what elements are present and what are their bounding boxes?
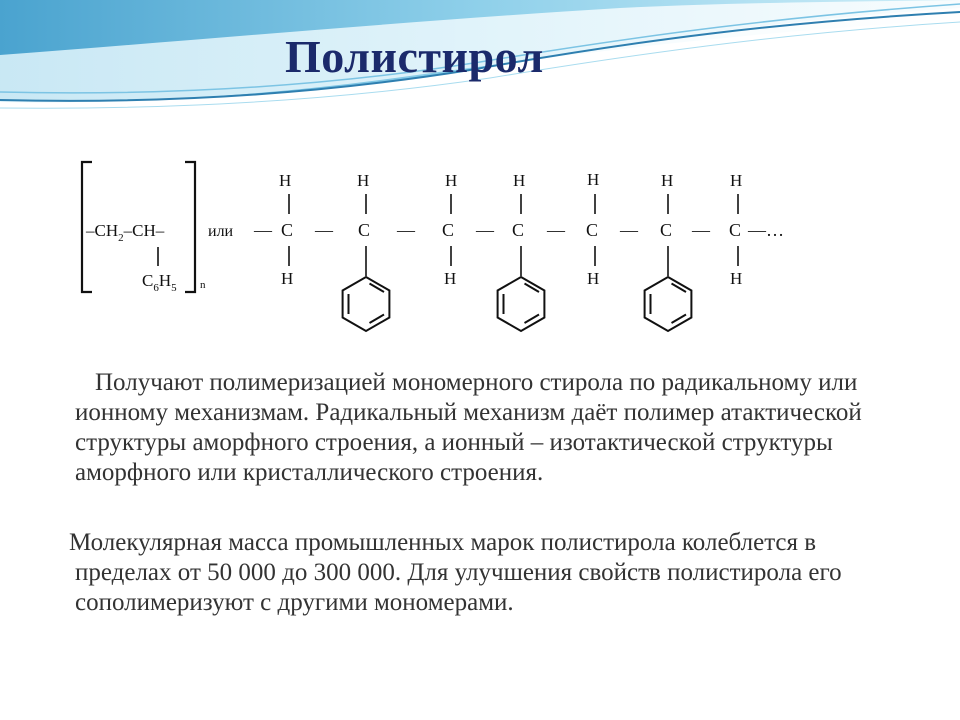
phenyl-substituent-label: $C_6H_5$: [142, 271, 177, 294]
slide-title: Полистирол: [285, 31, 544, 82]
chain-bond: —: [620, 220, 638, 240]
or-label: или: [208, 223, 234, 240]
repeat-subscript-n: n: [200, 279, 206, 291]
chain-bond: —: [315, 220, 333, 240]
hydrogen-atom: H: [357, 171, 370, 190]
benzene-ring: [343, 277, 390, 331]
hydrogen-atom: H: [513, 171, 526, 190]
chain-continuation: —…: [748, 220, 784, 240]
repeat-unit-chain: $-CH_2-CH-$: [86, 221, 165, 244]
chain-bond: —: [397, 220, 415, 240]
benzene-ring: [645, 277, 692, 331]
hydrogen-atom: H: [445, 171, 458, 190]
carbon-atom: C: [660, 220, 673, 240]
bottom-bonds: [289, 246, 738, 276]
benzene-ring: [498, 277, 545, 331]
carbon-atom: C: [281, 220, 294, 240]
chain-atoms: [281, 220, 741, 240]
hydrogen-atom: H: [587, 269, 600, 288]
hydrogen-atom: H: [730, 269, 743, 288]
hydrogen-atom: H: [661, 171, 674, 190]
carbon-atom: C: [729, 220, 742, 240]
body-paragraph-molecular-mass: Молекулярная масса промышленных марок полистирола колеблется в пределах от 50 000 до 300 000. Для улучшения свойств полистирола его сополимеризуют с другими мономерами.: [69, 529, 842, 616]
body-paragraph-synthesis: Получают полимеризацией мономерного стирола по радикальному или ионному механизмам. Радикальный механизм даёт полимер атактической структуры аморфного строения, а ионный – изотактической структуры аморфного или кристаллического строения.: [75, 369, 862, 486]
chain-bond: —: [476, 220, 494, 240]
carbon-atom: C: [512, 220, 525, 240]
hydrogen-atom: H: [587, 170, 600, 189]
carbon-atom: C: [586, 220, 599, 240]
chain-bond: —: [547, 220, 565, 240]
hydrogen-atom: H: [281, 269, 294, 288]
lead-bond: —: [254, 220, 272, 240]
hydrogen-atom: H: [730, 171, 743, 190]
hydrogen-atom: H: [279, 171, 292, 190]
top-bonds: [289, 194, 738, 214]
top-hydrogens: [279, 170, 742, 190]
carbon-atom: C: [358, 220, 371, 240]
hydrogen-atom: H: [444, 269, 457, 288]
chain-bond: —: [692, 220, 710, 240]
polystyrene-structural-formula: [0, 150, 960, 350]
carbon-atom: C: [442, 220, 455, 240]
